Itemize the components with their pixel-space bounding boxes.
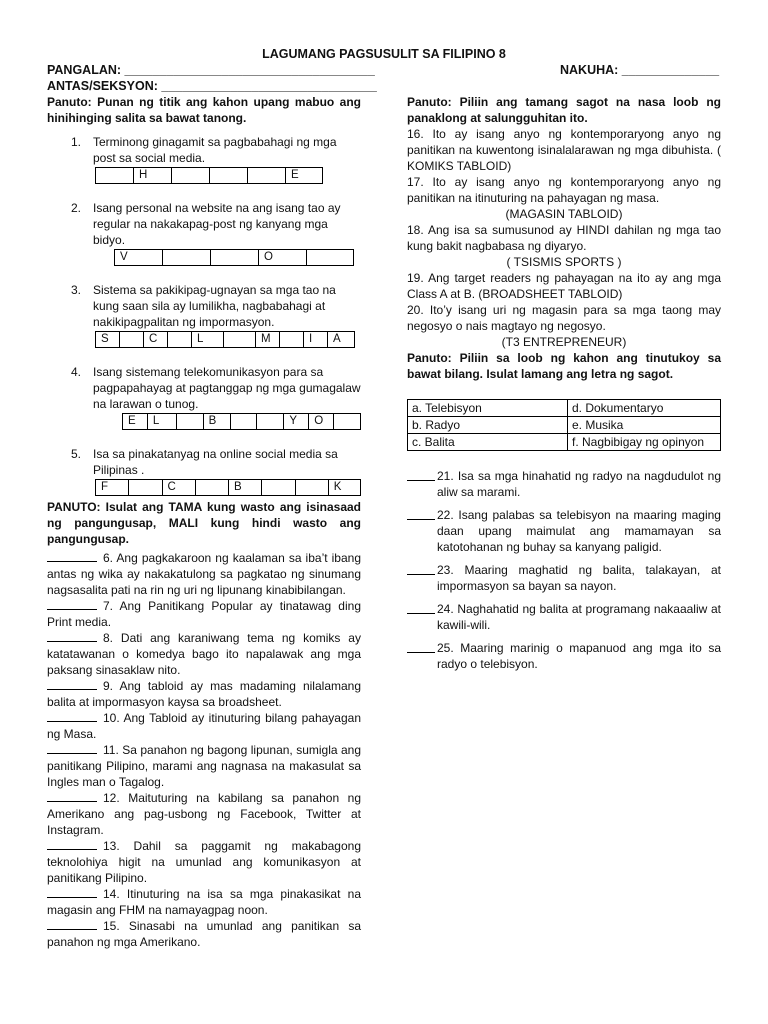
question-23: 23. Maaring maghatid ng balita, talakayan, at impormasyon sa bayan sa nayon.	[407, 562, 721, 594]
letter-box[interactable]: H	[133, 167, 171, 184]
answer-blank[interactable]	[407, 507, 435, 520]
part2-instructions: PANUTO: Isulat ang TAMA kung wasto ang isinasaad ng pangungusap, MALI kung hindi wasto ang pangungusap.	[47, 500, 361, 546]
letter-box[interactable]: V	[114, 249, 162, 266]
letter-box[interactable]: Y	[283, 413, 308, 430]
part3-instructions: Panuto: Piliin ang tamang sagot na nasa loob ng panaklong at salungguhitan ito.	[407, 95, 721, 125]
score-field[interactable]: NAKUHA: ______________	[560, 63, 720, 77]
question-22: 22. Isang palabas sa telebisyon na maaring maging daan upang maimulat ang mamamayan sa katotohanan ng buhay sa kanyang paligid.	[407, 507, 721, 555]
answer-boxes-1[interactable]	[95, 167, 361, 184]
choices-17[interactable]: (MAGASIN TABLOID)	[505, 207, 623, 221]
question-2: 2. Isang personal na website na ang isang tao ay regular na nakakapag-post ng kanyang mga bidyo.	[71, 201, 341, 247]
answer-boxes-2[interactable]	[114, 249, 361, 266]
answer-blank[interactable]	[47, 551, 97, 562]
question-16: 16. Ito ay isang anyo ng kontemporaryong anyo ng panitikan na kuwentong isinalalarawan ng mga dibuhista. ( KOMIKS TABLOID)	[407, 127, 721, 173]
table-cell: e. Musika	[568, 417, 721, 434]
table-row	[408, 400, 721, 417]
page-title: LAGUMANG PAGSUSULIT SA FILIPINO 8	[262, 47, 506, 61]
question-7: 7. Ang Panitikang Popular ay tinatawag ding Print media.	[47, 599, 361, 629]
choices-18[interactable]: ( TSISMIS SPORTS )	[506, 255, 622, 269]
question-3: 3. Sistema sa pakikipag-ugnayan sa mga tao na kung saan sila ay lumilikha, nagbabahagi at nakikipagpalitan ng impormasyon.	[71, 283, 336, 329]
answer-blank[interactable]	[47, 839, 97, 850]
question-18: 18. Ang isa sa sumusunod ay HINDI dahilan ng mga tao kung bakit nagbabasa ng diyaryo.	[407, 223, 722, 253]
letter-box[interactable]: O	[308, 413, 333, 430]
question-13: 13. Dahil sa paggamit ng makabagong teknolohiya higit na umunlad ang komunikasyon at panitikang Pilipino.	[47, 839, 361, 885]
letter-box[interactable]: M	[255, 331, 279, 348]
letter-box[interactable]: L	[191, 331, 223, 348]
choices-20[interactable]: (T3 ENTREPRENEUR)	[501, 335, 627, 349]
answer-boxes-4[interactable]	[122, 413, 361, 430]
answer-blank[interactable]	[47, 743, 97, 754]
question-14: 14. Itinuturing na isa sa mga pinakasikat na magasin ang FHM na namayagpag noon.	[47, 887, 361, 917]
letter-box[interactable]	[209, 167, 247, 184]
left-column	[47, 94, 361, 950]
question-19: 19. Ang target readers ng pahayagan na ito ay ang mga Class A at B. (BROADSHEET TABLOID)	[407, 271, 722, 301]
question-9: 9. Ang tabloid ay mas madaming nilalamang balita at impormasyon kaysa sa broadsheet.	[47, 679, 362, 709]
letter-box[interactable]: C	[162, 479, 195, 496]
answer-blank[interactable]	[47, 919, 97, 930]
answer-blank[interactable]	[47, 887, 97, 898]
letter-box[interactable]	[256, 413, 283, 430]
letter-box[interactable]	[128, 479, 161, 496]
right-column	[407, 94, 721, 672]
question-12: 12. Maituturing na kabilang sa panahon ng Amerikano ang pag-usbong ng Facebook, Twitter at Instagram.	[47, 791, 361, 837]
part4-instructions: Panuto: Piliin sa loob ng kahon ang tinutukoy sa bawat bilang. Isulat lamang ang letra ng sagot.	[407, 351, 721, 381]
question-17: 17. Ito ay isang anyo ng kontemporaryong anyo ng panitikan na itinuturing na pahayagan ng masa.	[407, 175, 721, 205]
letter-box[interactable]: F	[95, 479, 128, 496]
letter-box[interactable]	[223, 331, 255, 348]
question-6: 6. Ang pagkakaroon ng kaalaman sa iba’t ibang antas ng wika ay nakakatulong sa pagkatao ng sinumang nagsasalita pati na rin ng uri ng lipunang kinabibilangan.	[47, 551, 361, 597]
question-24: 24. Naghahatid ng balita at programang nakaaaliw at kawili-wili.	[407, 601, 721, 633]
question-5: 5. Isa sa pinakatanyag na online social media sa Pilipinas .	[71, 447, 338, 477]
question-21: 21. Isa sa mga hinahatid ng radyo na nagdudulot ng aliw sa marami.	[407, 468, 721, 500]
choices-table	[407, 399, 721, 451]
answer-blank[interactable]	[407, 640, 435, 653]
choices-19[interactable]: (BROADSHEET TABLOID)	[478, 287, 623, 301]
letter-box[interactable]: E	[122, 413, 147, 430]
part1-instructions: Panuto: Punan ng titik ang kahon upang mabuo ang hinihinging salita sa bawat tanong.	[47, 95, 361, 125]
letter-box[interactable]	[162, 249, 210, 266]
letter-box[interactable]	[306, 249, 354, 266]
question-20: 20. Ito’y isang uri ng magasin para sa mga taong may negosyo o nais magtayo ng negosyo.	[407, 303, 721, 333]
letter-box[interactable]: E	[285, 167, 323, 184]
question-8: 8. Dati ang karaniwang tema ng komiks ay katatawanan o komedya bago ito napalawak ang mga paksang sinasaklaw nito.	[47, 631, 361, 677]
letter-box[interactable]	[295, 479, 328, 496]
letter-box[interactable]: B	[203, 413, 230, 430]
letter-box[interactable]	[95, 167, 133, 184]
question-10: 10. Ang Tabloid ay itinuturing bilang pahayagan ng Masa.	[47, 711, 361, 741]
letter-box[interactable]: S	[95, 331, 119, 348]
question-11: 11. Sa panahon ng bagong lipunan, sumigla ang panitikang Pilipino, marami ang nagnasa na makasulat sa Ingles man o Tagalog.	[47, 743, 361, 789]
letter-box[interactable]: B	[228, 479, 261, 496]
answer-blank[interactable]	[47, 791, 97, 802]
letter-box[interactable]: O	[258, 249, 306, 266]
section-field[interactable]: ANTAS/SEKSYON: _______________________________	[47, 79, 377, 93]
letter-box[interactable]	[230, 413, 257, 430]
answer-blank[interactable]	[47, 599, 97, 610]
answer-blank[interactable]	[47, 679, 97, 690]
table-row	[408, 434, 721, 451]
answer-boxes-3[interactable]	[95, 331, 361, 348]
letter-box[interactable]	[167, 331, 191, 348]
answer-blank[interactable]	[47, 631, 97, 642]
letter-box[interactable]	[171, 167, 209, 184]
letter-box[interactable]	[210, 249, 258, 266]
letter-box[interactable]: L	[147, 413, 176, 430]
letter-box[interactable]	[176, 413, 203, 430]
letter-box[interactable]	[247, 167, 285, 184]
name-field[interactable]: PANGALAN: ____________________________________	[47, 63, 375, 77]
letter-box[interactable]	[261, 479, 294, 496]
answer-blank[interactable]	[407, 468, 435, 481]
question-25: 25. Maaring marinig o mapanuod ang mga ito sa radyo o telebisyon.	[407, 640, 721, 672]
question-15: 15. Sinasabi na umunlad ang panitikan sa panahon ng mga Amerikano.	[47, 919, 361, 949]
table-cell: c. Balita	[408, 434, 568, 451]
letter-box[interactable]	[333, 413, 361, 430]
letter-box[interactable]: K	[328, 479, 361, 496]
question-4: 4. Isang sistemang telekomunikasyon para sa pagpapahayag at pagtanggap ng mga gumagalaw na larawan o tunog.	[71, 365, 361, 411]
table-cell: f. Nagbibigay ng opinyon	[568, 434, 721, 451]
answer-blank[interactable]	[407, 562, 435, 575]
answer-boxes-5[interactable]	[95, 479, 361, 496]
question-1: 1. Terminong ginagamit sa pagbabahagi ng mga post sa social media.	[71, 135, 337, 165]
table-row	[408, 417, 721, 434]
letter-box[interactable]: C	[143, 331, 167, 348]
letter-box[interactable]	[119, 331, 143, 348]
choices-16[interactable]: ( KOMIKS TABLOID)	[407, 143, 721, 173]
letter-box[interactable]: I	[303, 331, 327, 348]
letter-box[interactable]	[195, 479, 228, 496]
table-cell: d. Dokumentaryo	[568, 400, 721, 417]
answer-blank[interactable]	[47, 711, 97, 722]
letter-box[interactable]: A	[327, 331, 355, 348]
letter-box[interactable]	[279, 331, 303, 348]
answer-blank[interactable]	[407, 601, 435, 614]
table-cell: a. Telebisyon	[408, 400, 568, 417]
table-cell: b. Radyo	[408, 417, 568, 434]
